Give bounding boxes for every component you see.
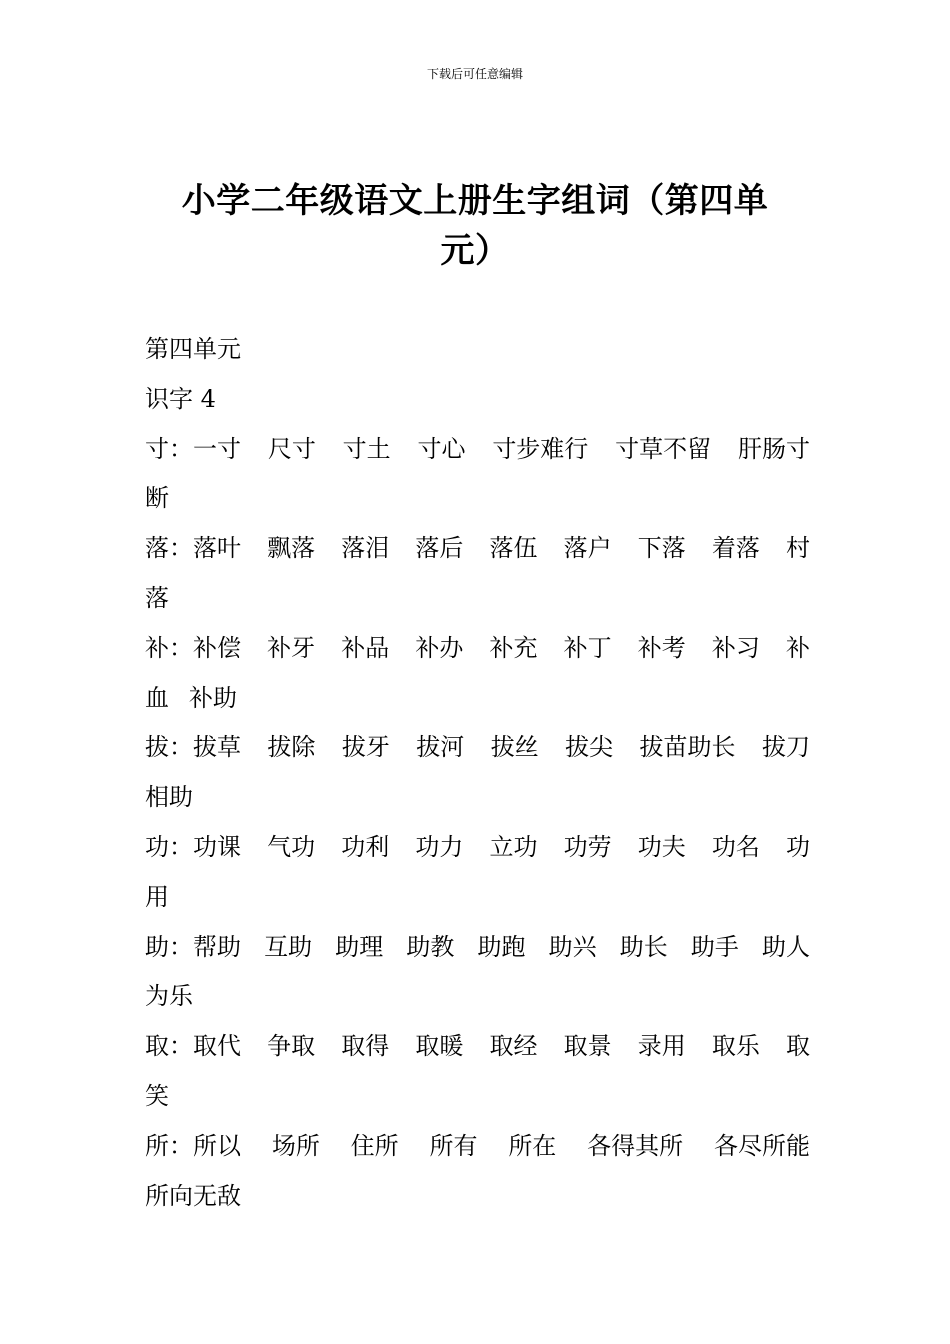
word-item: 取经	[489, 1032, 538, 1061]
character-entries	[145, 425, 810, 1222]
entry-line	[145, 823, 810, 873]
word-item: 拔除	[267, 733, 316, 762]
word-item: 落后	[415, 534, 464, 563]
character-entry	[145, 823, 810, 923]
word-item: 补品	[341, 633, 390, 662]
character-entry	[145, 624, 810, 724]
word-item: 助人	[762, 932, 810, 961]
word-item: 寸草不留	[615, 434, 712, 463]
word-item: 为乐	[145, 982, 193, 1011]
character-entry	[145, 1022, 810, 1122]
word-item: 落：落叶	[145, 534, 241, 563]
word-item: 功夫	[637, 832, 686, 861]
word-item: 功利	[341, 832, 390, 861]
word-item: 取	[786, 1032, 810, 1061]
word-item: 寸：一寸	[145, 434, 241, 463]
word-item: 所在	[508, 1131, 557, 1160]
word-item: 助手	[690, 932, 739, 961]
word-item: 所向无敌	[145, 1181, 241, 1210]
word-item: 功力	[415, 832, 464, 861]
lesson-heading: 识字 4	[145, 384, 216, 413]
word-item: 村	[786, 534, 810, 563]
word-item: 助兴	[548, 932, 597, 961]
word-item: 场所	[271, 1131, 320, 1160]
word-item: 录用	[637, 1032, 686, 1061]
word-item: 补牙	[267, 633, 316, 662]
word-item: 拔：拔草	[145, 733, 241, 762]
word-item: 助：帮助	[145, 932, 241, 961]
word-item: 各得其所	[587, 1131, 684, 1160]
entry-line	[145, 1172, 810, 1222]
entry-line	[145, 425, 810, 475]
entry-line	[145, 524, 810, 574]
word-item: 相助	[145, 783, 193, 812]
title-line-2: 元）	[440, 231, 510, 271]
entry-line	[145, 624, 810, 674]
entry-line	[145, 1072, 810, 1122]
entry-line	[145, 574, 810, 624]
word-item: 拔丝	[490, 733, 539, 762]
word-item: 拔尖	[565, 733, 614, 762]
entry-line	[145, 1122, 810, 1172]
word-item: 补充	[489, 633, 538, 662]
word-item: 补办	[415, 633, 464, 662]
title-line-1: 小学二年级语文上册生字组词（第四单	[181, 181, 769, 221]
entry-line	[145, 972, 810, 1022]
word-item: 落伍	[489, 534, 538, 563]
word-item: 补	[786, 633, 810, 662]
entry-line	[145, 873, 810, 923]
word-item: 立功	[489, 832, 538, 861]
word-item: 血	[145, 683, 169, 712]
word-item: 着落	[711, 534, 760, 563]
entry-line	[145, 773, 810, 823]
word-item: 各尽所能	[713, 1131, 810, 1160]
word-item: 所有	[429, 1131, 478, 1160]
character-entry	[145, 524, 810, 624]
word-item: 拔苗助长	[639, 733, 736, 762]
word-item: 助理	[335, 932, 384, 961]
character-entry	[145, 1122, 810, 1222]
word-item: 住所	[350, 1131, 399, 1160]
word-item: 气功	[267, 832, 316, 861]
page-header-note: 下载后可任意编辑	[426, 67, 523, 81]
word-item: 拔牙	[341, 733, 390, 762]
word-item: 助跑	[477, 932, 526, 961]
word-item: 互助	[264, 932, 313, 961]
word-item: 补助	[189, 683, 237, 712]
word-item: 功名	[711, 832, 760, 861]
entry-line	[145, 474, 810, 524]
character-entry	[145, 923, 810, 1023]
word-item: 取得	[341, 1032, 390, 1061]
word-item: 补考	[637, 633, 686, 662]
document-body	[145, 325, 810, 1221]
word-item: 补习	[711, 633, 760, 662]
document-title	[165, 176, 785, 276]
word-item: 所：所以	[145, 1131, 241, 1160]
word-item: 寸心	[417, 434, 466, 463]
unit-heading: 第四单元	[145, 335, 241, 363]
word-item: 断	[145, 484, 169, 513]
character-entry	[145, 425, 810, 525]
entry-line	[145, 1022, 810, 1072]
word-item: 寸步难行	[492, 434, 589, 463]
word-item: 功	[786, 832, 810, 861]
word-item: 肝肠寸	[737, 434, 810, 463]
word-item: 功劳	[563, 832, 612, 861]
word-item: 拔河	[416, 733, 465, 762]
word-item: 补：补偿	[145, 633, 241, 662]
word-item: 落	[145, 583, 169, 612]
word-item: 下落	[637, 534, 686, 563]
word-item: 笑	[145, 1081, 169, 1110]
word-item: 取：取代	[145, 1032, 241, 1061]
word-item: 取景	[563, 1032, 612, 1061]
entry-line	[145, 923, 810, 973]
word-item: 尺寸	[267, 434, 316, 463]
entry-line	[145, 674, 810, 724]
word-item: 助长	[619, 932, 668, 961]
word-item: 争取	[267, 1032, 316, 1061]
word-item: 飘落	[267, 534, 316, 563]
word-item: 取暖	[415, 1032, 464, 1061]
word-item: 寸土	[342, 434, 391, 463]
word-item: 助教	[406, 932, 455, 961]
word-item: 取乐	[711, 1032, 760, 1061]
word-item: 拔刀	[761, 733, 810, 762]
entry-line	[145, 723, 810, 773]
character-entry	[145, 723, 810, 823]
word-item: 落户	[563, 534, 612, 563]
word-item: 功：功课	[145, 832, 241, 861]
word-item: 落泪	[341, 534, 390, 563]
word-item: 补丁	[563, 633, 612, 662]
word-item: 用	[145, 882, 169, 911]
